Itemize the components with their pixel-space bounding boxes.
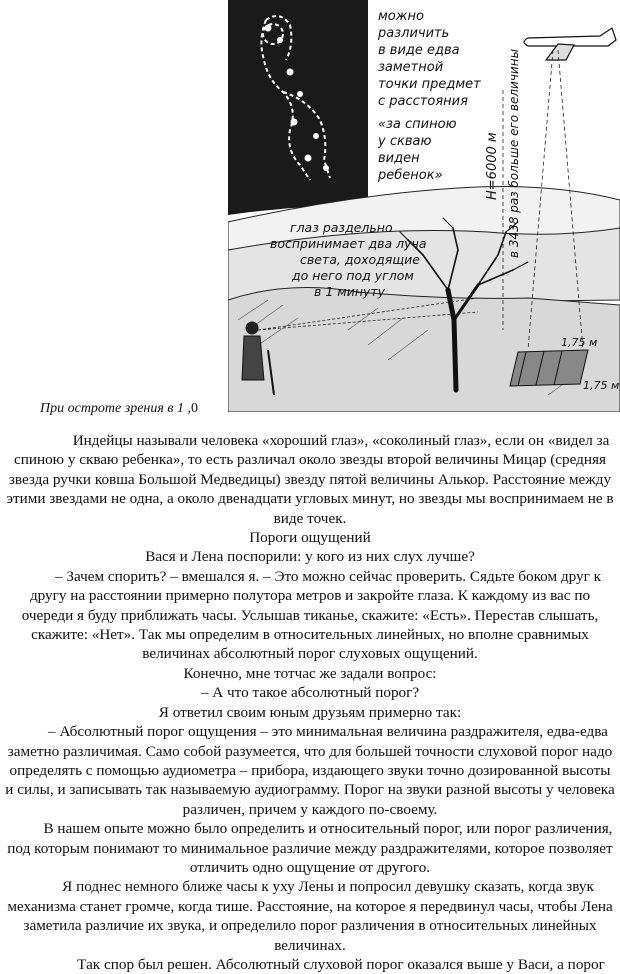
quote-line-2: у скваю <box>378 134 432 149</box>
label-line-5: точки предмет <box>378 77 481 92</box>
label-line-3: в виде едва <box>378 43 460 58</box>
paragraph-3: – Зачем спорить? – вмешался я. – Это можно сейчас проверить. Сядьте боком друг к другу на расстоянии примерно полутора метров и закройте глаза. К каждому из вас по очереди я буду приближать часы. Услышав тиканье, скажите: «Есть». Перестав слышать, скажите: «Нет». Так мы определим в относительных линейных, но вполне сравнимых величинах абсолютный порог слуховых ощущений. <box>21 567 602 663</box>
eye-note-line-1: глаз раздельно <box>290 220 393 235</box>
paragraph-6: Я ответил своим юным друзьям примерно так: <box>158 703 462 721</box>
body-text <box>0 431 620 974</box>
dim-top-label: 1,75 м <box>561 336 598 349</box>
paragraph-4: Конечно, мне тотчас же задали вопрос: <box>183 664 437 682</box>
paragraph-1: Индейцы называли человека «хороший глаз», «соколиный глаз», если он «видел за спиною у скваю ребенка», то есть различал около звезды второй величины Мицар (средняя звезда ручки ковша Большой Медведицы) звезду пятой величины Алькор. Расстояние между этими звездами не одна, а около двенадцати угловых минут, но звезды мы воспринимаем не в виде точек. <box>6 432 614 527</box>
dim-side-label: 1,75 м <box>583 379 620 392</box>
eye-note-line-3: света, доходящие <box>300 252 420 267</box>
figure-caption <box>40 401 198 417</box>
eye-note-line-4: до него под углом <box>292 268 414 283</box>
label-line-6: с расстояния <box>378 94 468 109</box>
paragraph-8: В нашем опыте можно было определить и относительный порог, или порог различения, под которым понимают то минимальное различие между раздражителями, которое позволяет отличить одно ощущение от другого. <box>7 820 613 876</box>
paragraph-5: – А что такое абсолютный порог? <box>200 684 420 702</box>
paragraph-10: Так спор был решен. Абсолютный слуховой порог оказался выше у Васи, а порог <box>77 955 605 973</box>
label-line-1: можно <box>378 9 424 24</box>
eye-note-line-2: воспринимает два луча <box>270 236 427 251</box>
airplane <box>524 28 616 60</box>
raft <box>510 350 588 386</box>
paragraph-2: Вася и Лена поспорили: у кого из них слух лучше? <box>145 548 475 566</box>
caption-value: ,0 <box>187 401 198 416</box>
label-line-2: различить <box>378 26 450 41</box>
night-sky <box>228 0 368 215</box>
height-label: H=6000 м <box>485 132 500 200</box>
illustration <box>228 0 620 412</box>
eye-note-line-5: в 1 минуту <box>314 284 386 299</box>
ratio-label: в 3438 раз больше его величины <box>507 48 521 258</box>
paragraph-9: Я поднес немного ближе часы к уху Лены и попросил девушку сказать, когда звук механизма станет громче, когда тише. Расстояние, на которое я передвинул часы, чтобы Лена заметила различие их звука, и определило порог различения в относительных линейных величинах. <box>7 878 613 954</box>
caption-text: При остроте зрения в 1 <box>40 401 184 416</box>
paragraph-7: – Абсолютный порог ощущения – это минимальная величина раздражителя, едва-едва заметно различимая. Само собой разумеется, что для большей точности слуховой порог надо определять с помощью аудиометра – прибора, издающего звуки точно дозированной высоты и силы, и записывать так называемую аудиограмму. Порог на звуки разной высоты у человека различен, причем у каждого по-своему. <box>5 723 615 818</box>
quote-line-4: ребенок» <box>378 168 443 183</box>
section-heading: Пороги ощущений <box>249 529 371 547</box>
quote-line-3: виден <box>378 151 420 166</box>
quote-line-1: «за спиною <box>378 117 457 132</box>
label-line-4: заметной <box>378 60 444 75</box>
